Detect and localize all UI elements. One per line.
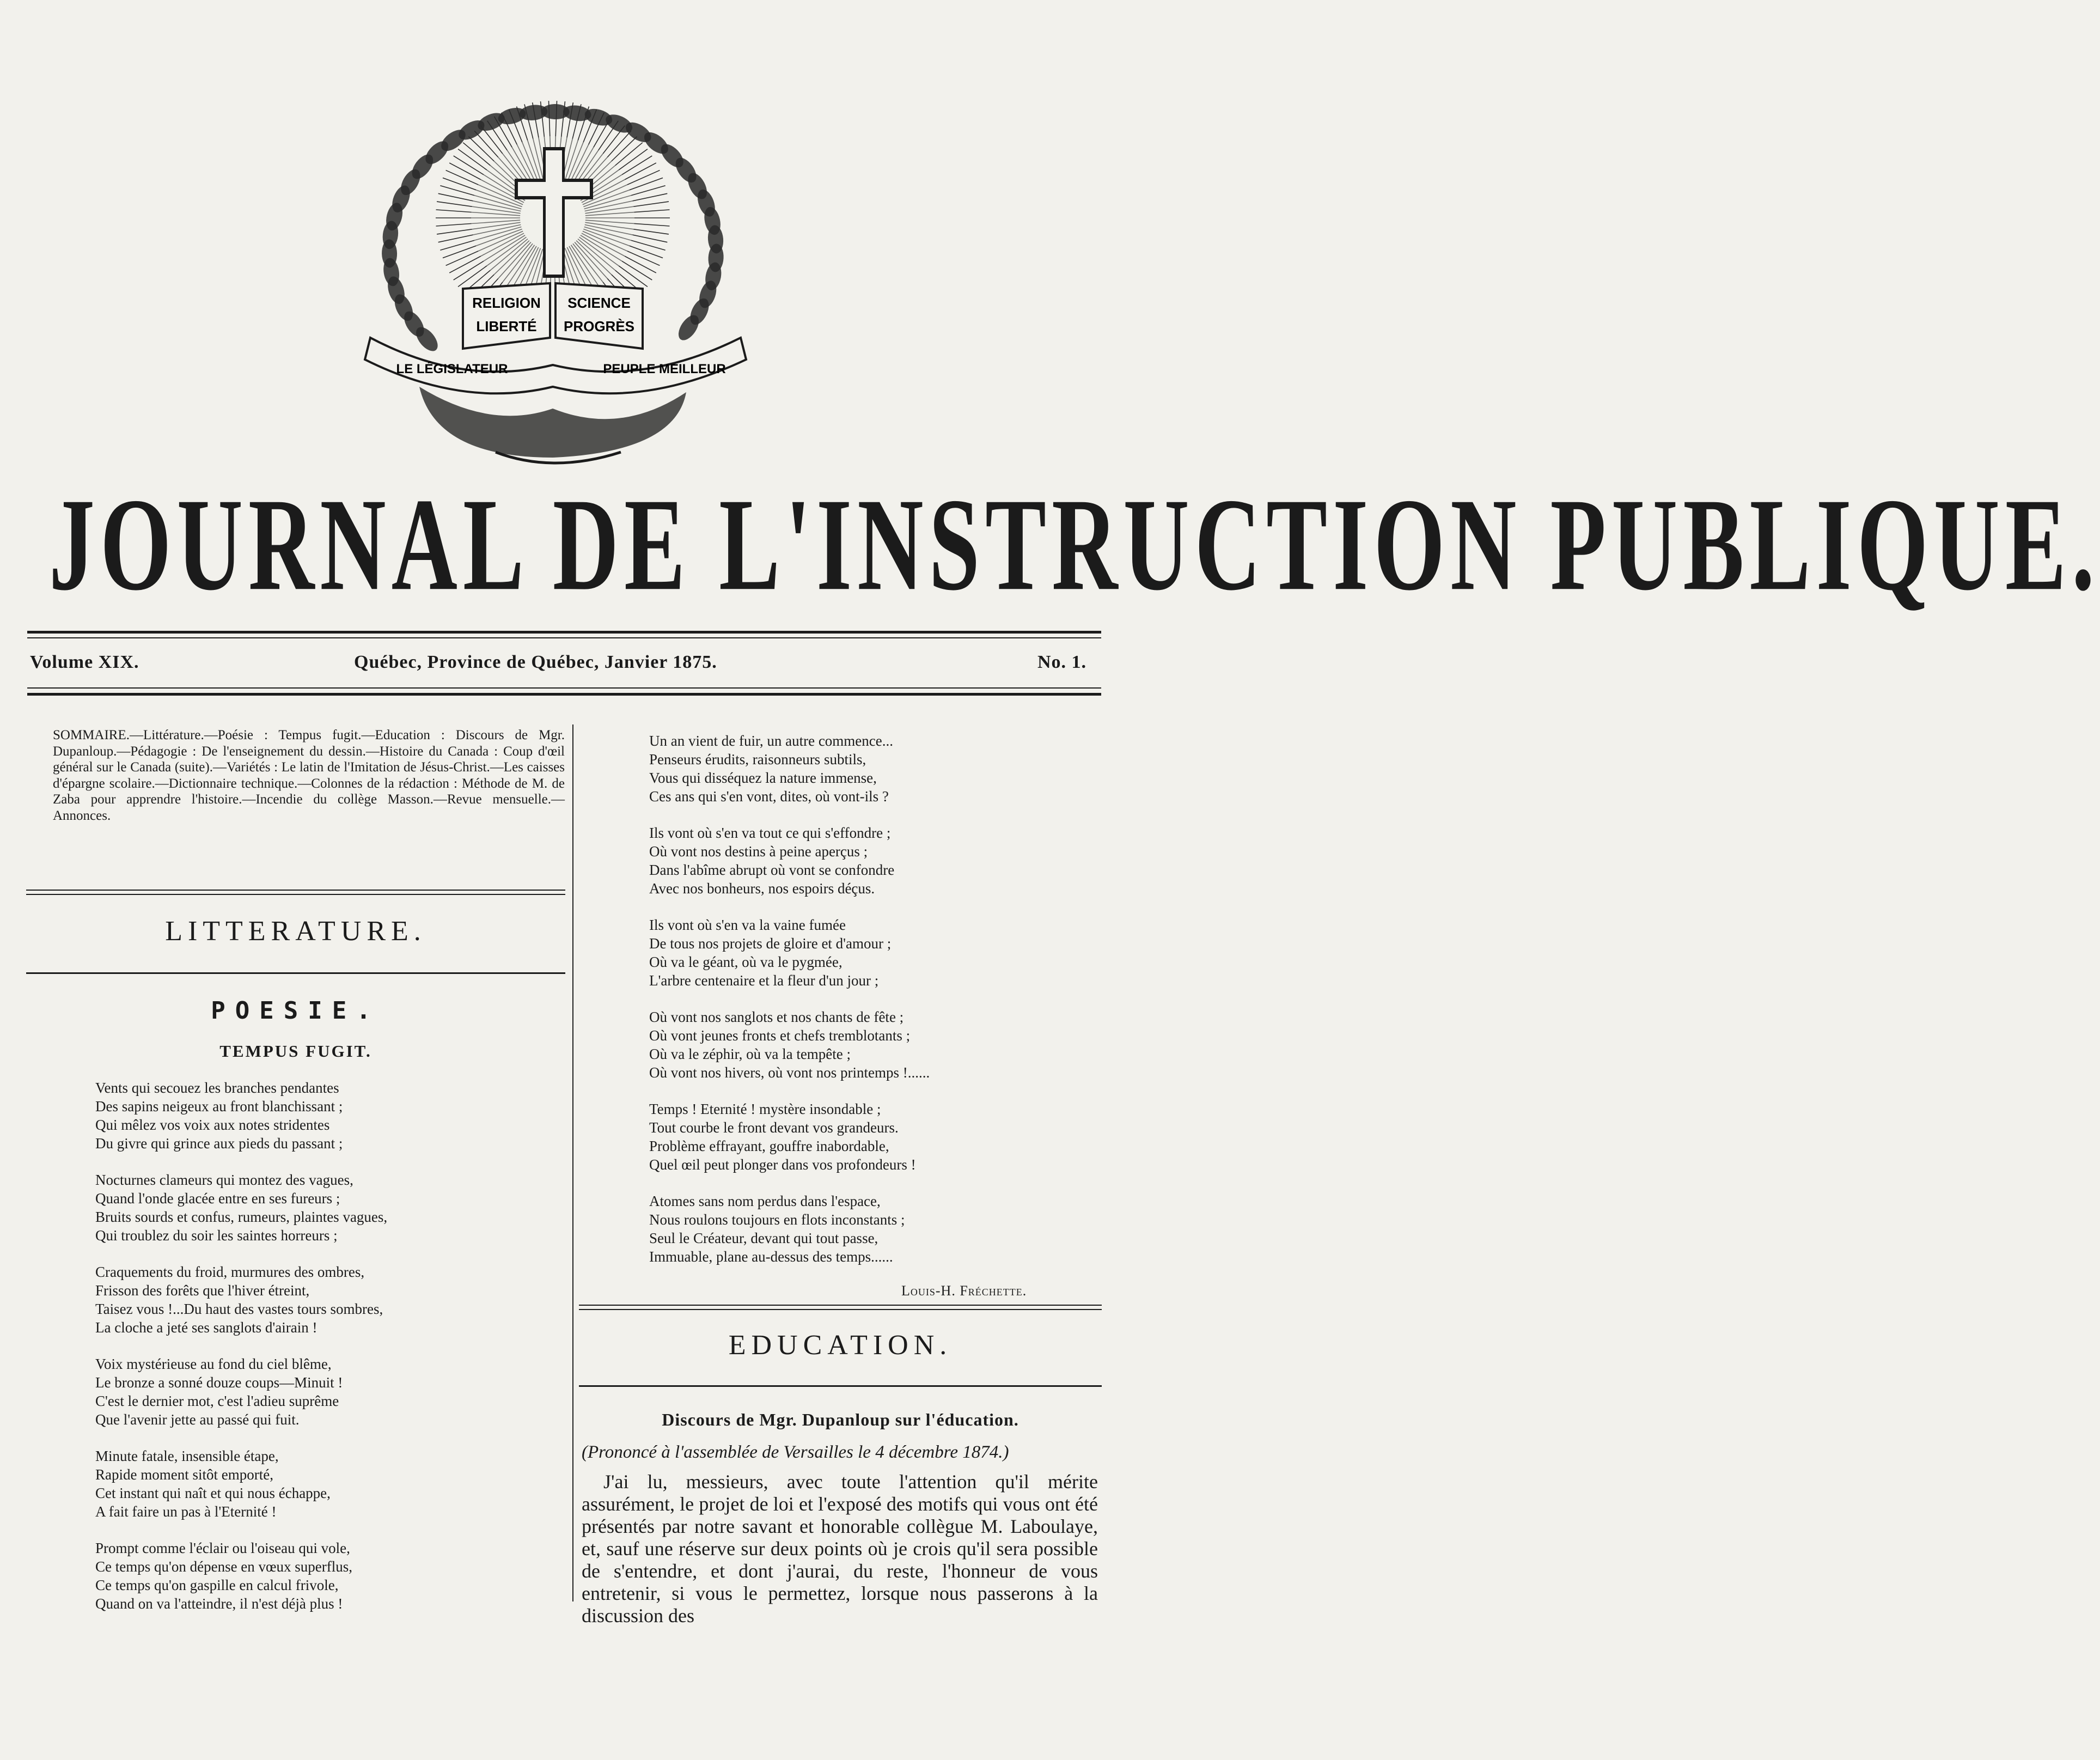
poem-line: Ces ans qui s'en vont, dites, où vont-ils ?: [649, 788, 889, 805]
poem-stanza: [95, 1447, 564, 1521]
poem-right-column: [649, 732, 1101, 1284]
masthead-rule-bottom-thin: [27, 687, 1101, 689]
ribbon-text-right: PEUPLE MEILLEUR: [603, 362, 726, 376]
poem-line: Qui mêlez vos voix aux notes stridentes: [95, 1117, 330, 1133]
poem-line: Atomes sans nom perdus dans l'espace,: [649, 1193, 881, 1209]
poem-line: Qui troublez du soir les saintes horreurs ;: [95, 1227, 338, 1244]
poem-stanza: [649, 916, 1101, 990]
poem-line: Nous roulons toujours en flots inconstants ;: [649, 1211, 905, 1228]
poem-line: Vents qui secouez les branches pendantes: [95, 1080, 339, 1096]
book-word-science: SCIENCE: [567, 295, 631, 311]
article-body: J'ai lu, messieurs, avec toute l'attention qu'il mérite assurément, le projet de loi et l'exposé des motifs qui vous ont été présentés par notre savant et honorable collègue M. Laboulaye, et, sauf une réserve sur deux points où je crois qu'il sera possible de s'entendre, et dont j'aurai, du reste, l'honneur de vous entretenir, si vous le permettez, lorsque nous passerons à la discussion des: [582, 1471, 1098, 1627]
book-word-progres: PROGRÈS: [563, 318, 635, 334]
poem-stanza: [649, 732, 1101, 806]
poem-line: Cet instant qui naît et qui nous échappe,: [95, 1485, 331, 1501]
book-word-liberte: LIBERTÉ: [476, 318, 537, 334]
poem-line: Voix mystérieuse au fond du ciel blême,: [95, 1356, 332, 1372]
poem-line: Du givre qui grince aux pieds du passant ;: [95, 1135, 343, 1152]
poem-title: TEMPUS FUGIT.: [219, 1042, 372, 1061]
poem-line: Penseurs érudits, raisonneurs subtils,: [649, 751, 866, 768]
article-title: Discours de Mgr. Dupanloup sur l'éducation.: [662, 1410, 1019, 1429]
section-rule: [579, 1385, 1102, 1387]
poem-line: Le bronze a sonné douze coups—Minuit !: [95, 1374, 343, 1391]
poem-line: Où vont nos sanglots et nos chants de fête ;: [649, 1009, 904, 1025]
poem-stanza: [95, 1079, 564, 1153]
poem-line: La cloche a jeté ses sanglots d'airain !: [95, 1319, 318, 1336]
litterature-heading: LITTERATURE.: [165, 916, 426, 947]
poem-line: Ce temps qu'on gaspille en calcul frivole,: [95, 1577, 339, 1593]
poem-stanza: [95, 1171, 564, 1245]
poem-left-column: [95, 1079, 564, 1631]
poem-line: Problème effrayant, gouffre inabordable,: [649, 1138, 889, 1154]
poem-line: Ce temps qu'on dépense en vœux superflus,: [95, 1558, 353, 1575]
poem-line: Quand on va l'atteindre, il n'est déjà plus !: [95, 1595, 343, 1612]
poem-line: Où vont nos destins à peine aperçus ;: [649, 843, 868, 860]
poem-line: Seul le Créateur, devant qui tout passe,: [649, 1230, 878, 1246]
poem-line: Ils vont où s'en va tout ce qui s'effondre ;: [649, 825, 891, 841]
poem-line: De tous nos projets de gloire et d'amour ;: [649, 935, 892, 952]
section-rule: [26, 890, 565, 891]
poem-line: L'arbre centenaire et la fleur d'un jour ;: [649, 972, 879, 989]
poem-line: Temps ! Eternité ! mystère insondable ;: [649, 1101, 881, 1117]
poem-line: Où va le géant, où va le pygmée,: [649, 954, 843, 970]
poem-line: Un an vient de fuir, un autre commence...: [649, 733, 894, 749]
poem-line: Vous qui disséquez la nature immense,: [649, 770, 877, 786]
section-rule: [26, 972, 565, 974]
volume-label: Volume XIX.: [30, 652, 139, 672]
poem-stanza: [649, 1008, 1101, 1082]
ribbon-text-left: LE LÉGISLATEUR: [396, 362, 508, 376]
poem-line: Avec nos bonheurs, nos espoirs déçus.: [649, 880, 875, 897]
section-rule: [579, 1305, 1102, 1306]
poem-line: Où vont nos hivers, où vont nos printemps !......: [649, 1064, 930, 1081]
education-heading: EDUCATION.: [728, 1330, 953, 1361]
poem-line: Prompt comme l'éclair ou l'oiseau qui vole,: [95, 1540, 350, 1556]
poem-stanza: [95, 1355, 564, 1429]
poem-line: Dans l'abîme abrupt où vont se confondre: [649, 862, 895, 878]
poem-line: Frisson des forêts que l'hiver étreint,: [95, 1282, 310, 1299]
sommaire: SOMMAIRE.—Littérature.—Poésie : Tempus fugit.—Education : Discours de Mgr. Dupanloup.—Pédagogie : De l'enseignement du dessin.—Histoire du Canada : Coup d'œil général sur le Canada (suite).—Variétés : Le latin de l'Imitation de Jésus-Christ.—Les caisses d'épargne scolaire.—Dictionnaire technique.—Colonnes de la rédaction : Méthode de M. de Zaba pour apprendre l'histoire.—Incendie du collège Masson.—Revue mensuelle.—Annonces.: [53, 728, 565, 823]
poem-line: Quand l'onde glacée entre en ses fureurs ;: [95, 1190, 340, 1207]
poem-signature: Louis-H. Fréchette.: [901, 1283, 1027, 1299]
poem-line: Où vont jeunes fronts et chefs tremblotants ;: [649, 1027, 911, 1044]
poem-line: Bruits sourds et confus, rumeurs, plaintes vagues,: [95, 1209, 388, 1225]
book-word-religion: RELIGION: [472, 295, 541, 311]
journal-title: JOURNAL DE L'INSTRUCTION PUBLIQUE.: [49, 471, 2100, 618]
masthead-rule-top: [27, 631, 1101, 634]
poem-line: A fait faire un pas à l'Eternité !: [95, 1503, 277, 1520]
poem-line: Tout courbe le front devant vos grandeurs.: [649, 1119, 899, 1136]
poem-line: Ils vont où s'en va la vaine fumée: [649, 917, 846, 933]
poem-line: Où va le zéphir, où va la tempête ;: [649, 1046, 851, 1062]
column-divider: [572, 724, 573, 1601]
poem-line: Des sapins neigeux au front blanchissant ;: [95, 1098, 343, 1115]
section-rule: [579, 1309, 1102, 1310]
poesie-heading: POESIE.: [211, 997, 381, 1025]
masthead-rule-bottom: [27, 693, 1101, 696]
poem-stanza: [649, 824, 1101, 898]
poem-stanza: [95, 1539, 564, 1613]
poem-line: Rapide moment sitôt emporté,: [95, 1466, 273, 1483]
poem-line: C'est le dernier mot, c'est l'adieu suprême: [95, 1393, 339, 1409]
poem-line: Nocturnes clameurs qui montez des vagues,: [95, 1172, 353, 1188]
poem-line: Que l'avenir jette au passé qui fuit.: [95, 1411, 300, 1428]
place-date: Québec, Province de Québec, Janvier 1875.: [354, 652, 717, 672]
article-dateline: (Prononcé à l'assemblée de Versailles le 4 décembre 1874.): [582, 1442, 1009, 1462]
poem-stanza: [649, 1192, 1101, 1266]
masthead-rule-top-thin: [27, 637, 1101, 638]
section-rule: [26, 894, 565, 895]
cross-radiating-emblem-icon: [327, 82, 779, 474]
poem-line: Minute fatale, insensible étape,: [95, 1448, 279, 1464]
poem-line: Immuable, plane au-dessus des temps......: [649, 1249, 893, 1265]
poem-line: Taisez vous !...Du haut des vastes tours sombres,: [95, 1301, 383, 1317]
issue-number: No. 1.: [1037, 652, 1087, 672]
poem-stanza: [95, 1263, 564, 1337]
poem-stanza: [649, 1100, 1101, 1174]
poem-line: Craquements du froid, murmures des ombres,: [95, 1264, 365, 1280]
poem-line: Quel œil peut plonger dans vos profondeurs !: [649, 1156, 916, 1173]
